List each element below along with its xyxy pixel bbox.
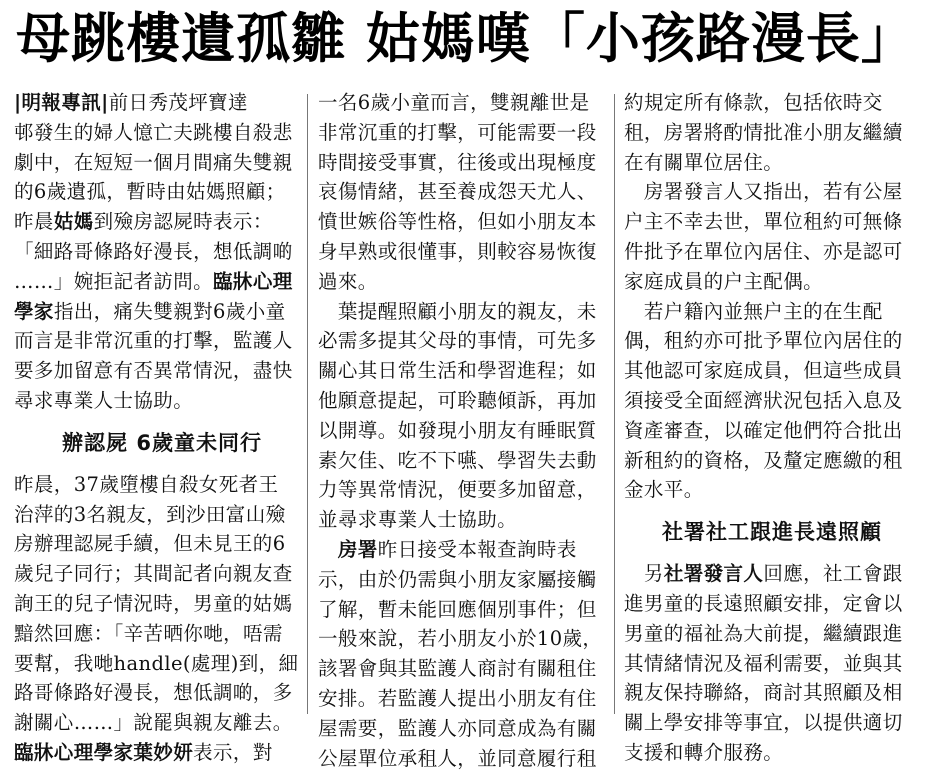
text-line: 昨晨，37歲墮樓自殺女死者王 [14, 472, 279, 496]
text-line: 歲兒子同行；其間記者向親友查 [14, 562, 293, 586]
text-line: 的6歲遺孤，暫時由姑媽照顧； [14, 180, 286, 204]
text-line: 若户籍內並無户主的在生配 [624, 299, 883, 323]
text-line: 詢王的兒子情況時，男童的姑媽 [14, 591, 293, 615]
text-line: 臨牀心理學家葉妙妍表示，對 [14, 740, 273, 764]
text-line: 另社署發言人回應，社工會跟 [624, 562, 903, 586]
text-line: 公屋單位承租人，並同意履行租 [318, 746, 597, 770]
text-line: ……」婉拒記者訪問。臨牀心理 [14, 269, 293, 293]
bold-name: 臨牀心理 [213, 269, 293, 293]
bold-name: 社署發言人 [663, 562, 764, 586]
text-line: 而言是非常沉重的打擊，監護人 [14, 329, 293, 353]
text-line: 邨發生的婦人憶亡夫跳樓自殺悲 [14, 120, 293, 144]
text-line: 支援和轉介服務。 [624, 740, 784, 764]
text-line: 並尋求專業人士協助。 [318, 508, 518, 532]
text-line: 資產審查，以確定他們符合批出 [624, 418, 903, 442]
text-line: 一名6歲小童而言，雙親離世是 [318, 91, 590, 114]
byline: |明報專訊| [14, 91, 109, 114]
text-line: 安排。若監護人提出小朋友有住 [318, 686, 597, 710]
text-line: 屋需要，監護人亦同意成為有關 [318, 716, 597, 740]
text-line: |明報專訊|前日秀茂坪寶達 [14, 91, 248, 114]
subheading: 辦認屍 6歲童未同行 [62, 430, 262, 455]
column-divider [614, 94, 615, 714]
column-1 [14, 88, 310, 768]
text-line: 新租約的資格，及釐定應繳的租 [624, 448, 903, 472]
text-line: 房署發言人又指出，若有公屋 [624, 180, 903, 204]
bold-name: 學家 [14, 299, 54, 323]
text-line: 昨晨姑媽到殮房認屍時表示： [14, 210, 273, 234]
text-line: 進男童的長遠照顧安排，定會以 [624, 591, 903, 615]
text-line: 劇中，在短短一個月間痛失雙親 [14, 150, 293, 174]
text-line: 路哥條路好漫長，想低調啲，多 [14, 681, 293, 705]
text-line: 須接受全面經濟狀況包括入息及 [624, 388, 903, 412]
text-line: 葉提醒照顧小朋友的親友，未 [318, 299, 597, 323]
text-line: 憤世嫉俗等性格，但如小朋友本 [318, 210, 597, 234]
text-line: 租，房署將酌情批准小朋友繼續 [624, 120, 903, 144]
text-line: 哀傷情緒，甚至養成怨天尤人、 [318, 180, 597, 204]
text-line: 身早熟或很懂事，則較容易恢復 [318, 239, 597, 263]
text-line: 其他認可家庭成員，但這些成員 [624, 359, 903, 383]
text-line: 房辦理認屍手續，但未見王的6 [14, 532, 286, 556]
bold-name: 房署 [337, 537, 378, 561]
text-line: 其情緒情況及福利需要，並與其 [624, 651, 903, 675]
text-line: 男童的福祉為大前提，繼續跟進 [624, 621, 903, 645]
text-line: 治萍的3名親友，到沙田富山殮 [14, 502, 286, 526]
text-line: 約規定所有條款，包括依時交 [624, 91, 883, 114]
text-line: 要幫，我哋handle(處理)到，細 [14, 651, 299, 675]
column-3 [624, 88, 920, 768]
text-line: 力等異常情況，便要多加留意， [318, 478, 597, 502]
text-line: 房署昨日接受本報查詢時表 [337, 537, 577, 561]
subheading: 社署社工跟進長遠照顧 [662, 520, 882, 545]
text-line: 該署會與其監護人商討有關租住 [318, 657, 597, 681]
text-line: 關心其日常生活和學習進程；如 [318, 359, 597, 383]
text-line: 示，由於仍需與小朋友家屬接觸 [318, 567, 597, 591]
text-line: 必需多提其父母的事情，可先多 [318, 329, 597, 353]
bold-name: 姑媽 [53, 210, 94, 234]
text-line: 家庭成員的户主配偶。 [624, 269, 824, 293]
text-line: 時間接受事實，往後或出現極度 [318, 150, 597, 174]
text-line: 了解，暫未能回應個別事件；但 [318, 597, 597, 621]
text-line: 件批予在單位內居住、亦是認可 [624, 239, 903, 263]
text-line: 黯然回應：「辛苦晒你哋，唔需 [14, 621, 283, 645]
text-line: 親友保持聯絡，商討其照顧及相 [624, 681, 903, 705]
text-line: 學家指出，痛失雙親對6歲小童 [14, 299, 286, 323]
text-line: 以開導。如發現小朋友有睡眠質 [318, 418, 597, 442]
text-line: 「細路哥條路好漫長，想低調啲 [14, 239, 293, 263]
text-line: 關上學安排等事宜，以提供適切 [624, 711, 903, 735]
text-line: 金水平。 [624, 478, 704, 502]
text-line: 非常沉重的打擊，可能需要一段 [318, 120, 597, 144]
text-line: 偶，租約亦可批予單位內居住的 [624, 329, 903, 353]
text-line: 過來。 [318, 269, 378, 293]
text-line: 謝關心……」說罷與親友離去。 [14, 711, 293, 735]
text-line: 他願意提起，可聆聽傾訴，再加 [318, 388, 597, 412]
column-divider [307, 94, 308, 714]
text-line: 户主不幸去世，單位租約可無條 [624, 210, 903, 234]
text-line: 一般來說，若小朋友小於10歲， [318, 627, 603, 651]
headline: 母跳樓遺孤雛 姑媽嘆「小孩路漫長」 [16, 7, 916, 70]
text-line: 要多加留意有否異常情況，盡快 [14, 359, 293, 383]
column-2 [318, 88, 614, 773]
text-line: 在有關單位居住。 [624, 150, 784, 174]
text-line: 素欠佳、吃不下嚥、學習失去動 [318, 448, 597, 472]
text-line: 尋求專業人士協助。 [14, 388, 194, 412]
bold-name: 臨牀心理學家葉妙妍 [14, 740, 194, 764]
